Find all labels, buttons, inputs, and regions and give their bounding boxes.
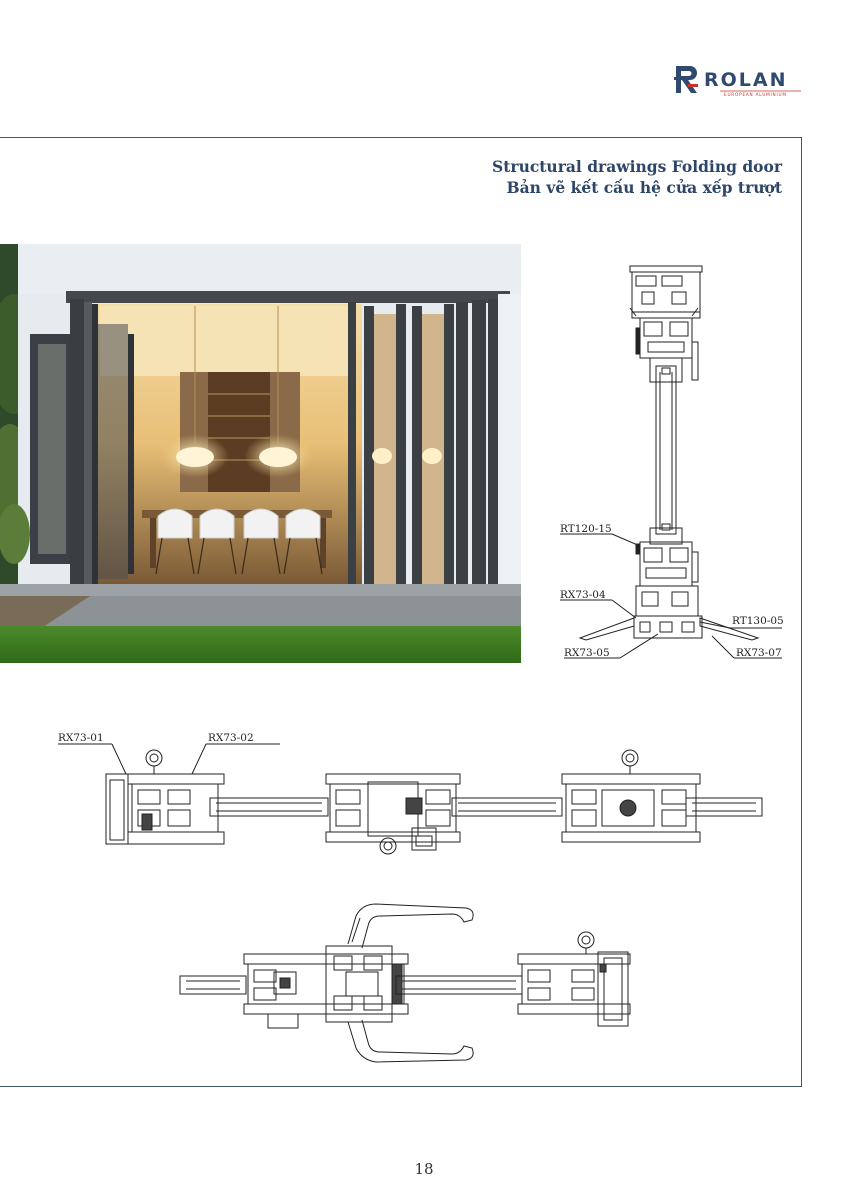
label-rt120-15: RT120-15 bbox=[560, 523, 612, 535]
heading-vietnamese: Bản vẽ kết cấu hệ cửa xếp trượt bbox=[506, 178, 782, 197]
logo-tagline: EUROPEAN ALUMINIUM bbox=[724, 92, 787, 97]
horizontal-section-drawing-handle bbox=[176, 898, 646, 1070]
label-rx73-07: RX73-07 bbox=[736, 647, 782, 659]
label-rx73-04: RX73-04 bbox=[560, 589, 606, 601]
page-number: 18 bbox=[414, 1160, 434, 1178]
vertical-section-drawing bbox=[550, 262, 790, 672]
logo-wordmark: ROLAN bbox=[704, 69, 788, 91]
logo-mark-icon bbox=[674, 66, 698, 93]
label-rx73-01: RX73-01 bbox=[58, 732, 104, 744]
label-rx73-05: RX73-05 bbox=[564, 647, 610, 659]
label-rx73-02: RX73-02 bbox=[208, 732, 254, 744]
brand-logo bbox=[674, 64, 804, 98]
horizontal-section-drawing-top bbox=[50, 728, 770, 863]
label-rt130-05: RT130-05 bbox=[732, 615, 784, 627]
folding-door-photo bbox=[0, 244, 521, 663]
page-heading bbox=[492, 156, 782, 198]
heading-english: Structural drawings Folding door bbox=[492, 157, 782, 176]
